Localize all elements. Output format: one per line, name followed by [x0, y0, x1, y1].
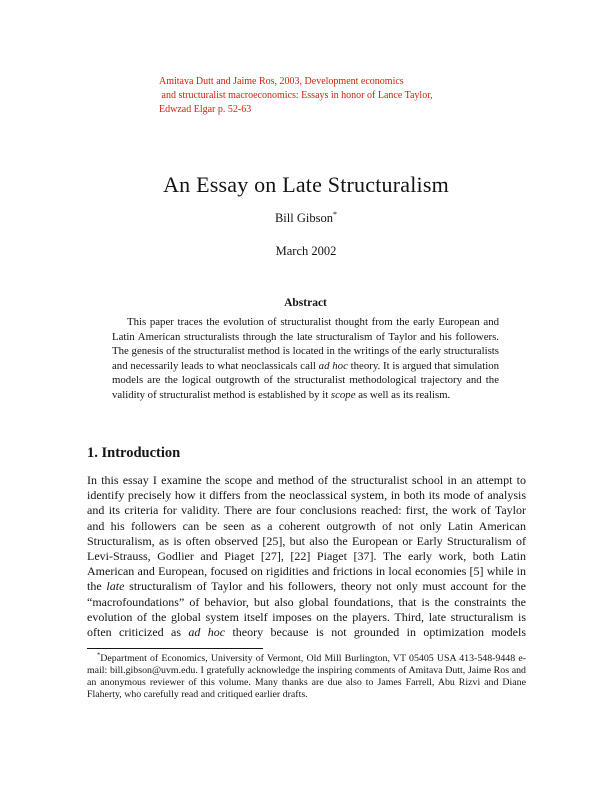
- abstract-heading: Abstract: [284, 297, 327, 309]
- citation-note: [159, 75, 433, 117]
- publication-date: March 2002: [275, 244, 337, 258]
- citation-note-line-3: Edwzad Elgar p. 52-63: [159, 104, 252, 115]
- citation-note-line-1: Amitava Dutt and Jaime Ros, 2003, Development economics: [159, 76, 404, 87]
- citation-note-line-2: and structuralist macroeconomics: Essays in honor of Lance Taylor,: [159, 90, 433, 101]
- author-name: Bill Gibson*: [274, 209, 338, 225]
- abstract-text: This paper traces the evolution of structuralist thought from the early European and Latin American structuralists through the late structuralism of Taylor and his followers. The genesis of the structuralist method is located in the writings of the early structuralists and necessarily leads to what neoclassicals call ad hoc theory. It is argued that simulation models are the logical outgrowth of the structuralist methodological trajectory and the validity of structuralist method is established by it scope as well as its realism.: [112, 316, 499, 401]
- footnote-divider: [87, 648, 263, 649]
- footnote-text: *Department of Economics, University of Vermont, Old Mill Burlington, VT 05405 USA 413-548-9448 e-mail: bill.gibson@uvm.edu. I gratefully acknowledge the inspiring comments of Amitava Dutt, Jaime Ros and an anonymous reviewer of this volume. Many thanks are due also to James Farrell, Abu Rizvi and Diane Flaherty, who carefully read and critiqued earlier drafts.: [87, 651, 526, 701]
- paper-title: An Essay on Late Structuralism: [163, 172, 449, 197]
- section-heading-introduction: 1. Introduction: [87, 445, 181, 461]
- introduction-paragraph: In this essay I examine the scope and method of the structuralist school in an attempt to identify precisely how it differs from the neoclassical system, in both its mode of analysis and its criteria for validity. There are four conclusions reached: first, the work of Taylor and his followers can be seen as a coherent outgrowth of not only Latin American Structuralism, as is often observed [25], but also the European or Early Structuralism of Levi-Strauss, Godlier and Piaget [27], [22] Piaget [37]. The early work, both Latin American and European, focused on rigidities and frictions in local economies [5] while in the late structuralism of Taylor and his followers, theory not only must account for the “macrofoundations” of behavior, but also global foundations, that is the constraints the evolution of the global system itself imposes on the players. Third, late structuralism is often criticized as ad hoc theory because is not grounded in optimization models: [87, 473, 527, 640]
